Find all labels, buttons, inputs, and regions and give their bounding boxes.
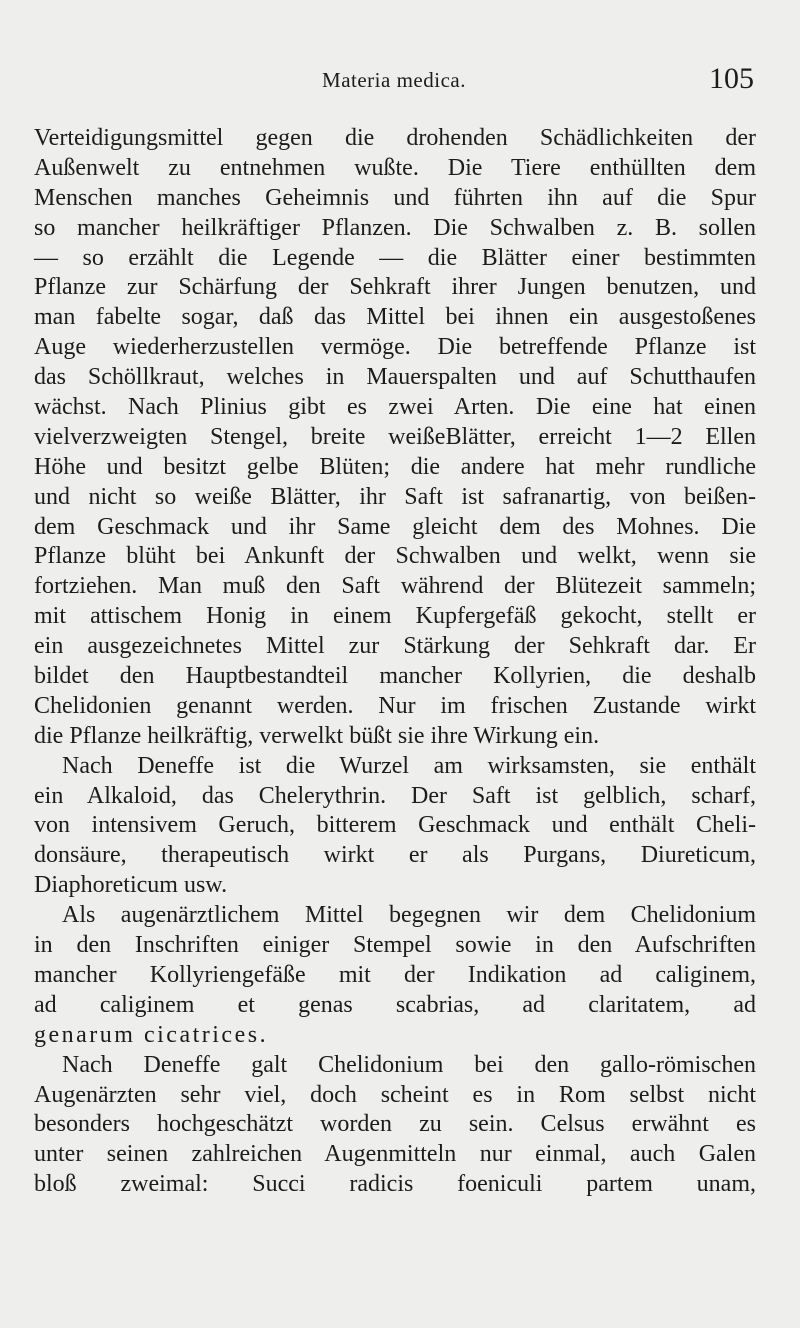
text-line: Auge wiederherzustellen vermöge. Die betreffende Pflanze ist [34,334,756,361]
text-line: mancher Kollyriengefäße mit der Indikation ad caliginem, [34,961,756,988]
text-line: ein Alkaloid, das Chelerythrin. Der Saft ist gelblich, scharf, [34,782,756,809]
text-line: unter seinen zahlreichen Augenmitteln nur einmal, auch Galen [34,1141,756,1168]
text-line: Augenärzten sehr viel, doch scheint es in Rom selbst nicht [34,1081,756,1108]
text-line: dem Geschmack und ihr Same gleicht dem des Mohnes. Die [34,513,756,540]
text-line: bildet den Hauptbestandteil mancher Kollyrien, die deshalb [34,663,756,690]
page-number: 105 [709,62,754,95]
text-line: bloß zweimal: Succi radicis foeniculi partem unam, [34,1171,756,1198]
text-line: Verteidigungsmittel gegen die drohenden Schädlichkeiten der [34,125,756,151]
text-line: genarum cicatrices. [34,1021,269,1048]
text-line: Menschen manches Geheimnis und führten ihn auf die Spur [34,184,756,211]
text-line: so mancher heilkräftiger Pflanzen. Die Schwalben z. B. sollen [34,214,756,241]
text-line: besonders hochgeschätzt worden zu sein. Celsus erwähnt es [34,1111,756,1138]
text-line: ad caliginem et genas scabrias, ad claritatem, ad [34,991,756,1018]
text-line: Pflanze zur Schärfung der Sehkraft ihrer Jungen benutzen, und [34,274,756,301]
running-title: Materia medica. [322,68,466,92]
text-line: fortziehen. Man muß den Saft während der Blütezeit sammeln; [34,573,756,600]
page-header [34,62,754,102]
text-line: und nicht so weiße Blätter, ihr Saft ist safranartig, von beißen- [34,483,756,510]
text-line: in den Inschriften einiger Stempel sowie in den Aufschriften [34,932,756,959]
text-line: mit attischem Honig in einem Kupfergefäß gekocht, stellt er [34,603,756,630]
text-line: Als augenärztlichem Mittel begegnen wir dem Chelidonium [62,902,756,929]
text-line: — so erzählt die Legende — die Blätter einer bestimmten [34,244,756,271]
text-line: von intensivem Geruch, bitterem Geschmack und enthält Cheli- [34,812,756,839]
text-line: Nach Deneffe galt Chelidonium bei den gallo-römischen [62,1051,756,1078]
text-line: Diaphoreticum usw. [34,872,228,899]
text-line: Außenwelt zu entnehmen wußte. Die Tiere enthüllten dem [34,154,756,181]
text-line: die Pflanze heilkräftig, verwelkt büßt sie ihre Wirkung ein. [34,722,600,749]
text-line: Chelidonien genannt werden. Nur im frischen Zustande wirkt [34,692,756,719]
text-line: vielverzweigten Stengel, breite weißeBlätter, erreicht 1—2 Ellen [34,423,756,450]
body-text [34,124,756,1200]
text-line: wächst. Nach Plinius gibt es zwei Arten. Die eine hat einen [34,394,756,421]
text-line: Pflanze blüht bei Ankunft der Schwalben und welkt, wenn sie [34,543,756,570]
text-line: Höhe und besitzt gelbe Blüten; die andere hat mehr rundliche [34,453,756,480]
text-line: ein ausgezeichnetes Mittel zur Stärkung der Sehkraft dar. Er [34,633,756,660]
text-line: donsäure, therapeutisch wirkt er als Purgans, Diureticum, [34,842,756,869]
text-line: Nach Deneffe ist die Wurzel am wirksamsten, sie enthält [62,752,756,779]
text-line: das Schöllkraut, welches in Mauerspalten und auf Schutthaufen [34,364,756,391]
text-line: man fabelte sogar, daß das Mittel bei ihnen ein ausgestoßenes [34,304,756,331]
